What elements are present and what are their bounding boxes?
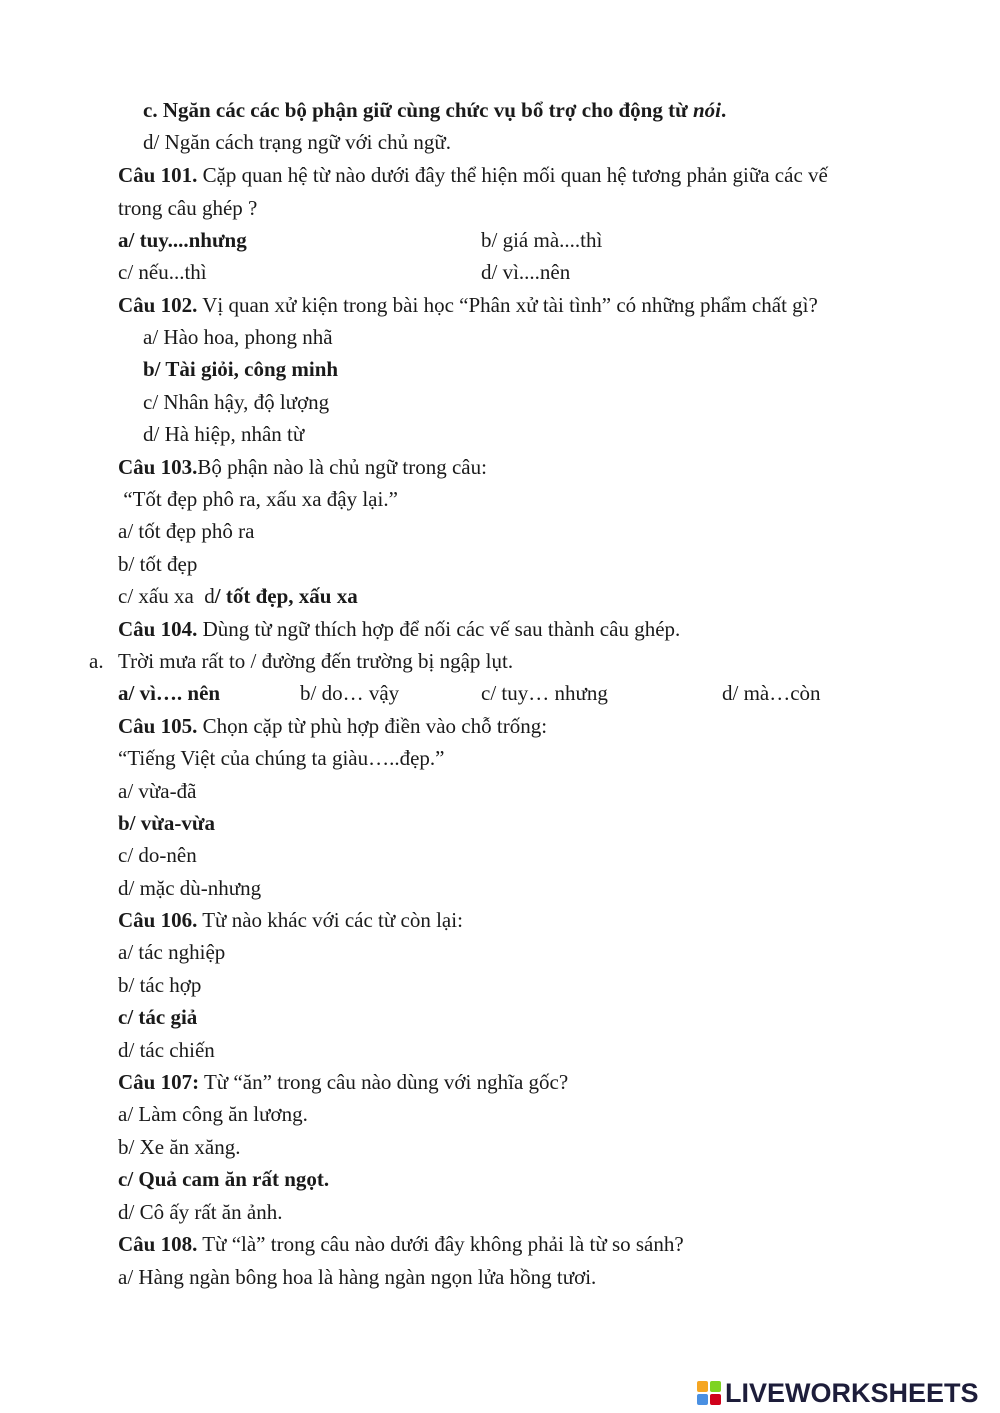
q107-option-a: a/ Làm công ăn lương. <box>118 1102 308 1126</box>
q107-option-c: c/ Quả cam ăn rất ngọt. <box>118 1167 330 1191</box>
logo-mark-icon <box>697 1381 721 1405</box>
q103-option-b: b/ tốt đẹp <box>118 552 198 576</box>
question-101: Câu 101. Cặp quan hệ từ nào dưới đây thể hiện mối quan hệ tương phản giữa các vế <box>118 163 828 187</box>
question-106: Câu 106. Từ nào khác với các từ còn lại: <box>118 908 463 932</box>
q104-option-a: a/ vì…. nên <box>118 681 221 705</box>
option-d-line: d/ Ngăn cách trạng ngữ với chủ ngữ. <box>143 130 451 154</box>
q101-option-d: d/ vì....nên <box>481 260 571 284</box>
question-101-cont: trong câu ghép ? <box>118 196 258 220</box>
q103-option-a: a/ tốt đẹp phô ra <box>118 519 255 543</box>
q105-quote: “Tiếng Việt của chúng ta giàu…..đẹp.” <box>118 746 445 770</box>
question-108: Câu 108. Từ “là” trong câu nào dưới đây không phải là từ so sánh? <box>118 1232 684 1256</box>
logo-text: LIVEWORKSHEETS <box>725 1377 979 1408</box>
q106-option-c: c/ tác giả <box>118 1005 198 1029</box>
q105-option-c: c/ do-nên <box>118 843 197 867</box>
q106-option-a: a/ tác nghiệp <box>118 940 226 964</box>
q101-option-c: c/ nếu...thì <box>118 260 207 284</box>
q104-item: Trời mưa rất to / đường đến trường bị ngập lụt. <box>118 649 514 673</box>
question-103: Câu 103.Bộ phận nào là chủ ngữ trong câu: <box>118 455 487 479</box>
logo-square-4 <box>710 1394 721 1405</box>
q101-option-a: a/ tuy....nhưng <box>118 228 247 252</box>
q105-option-d: d/ mặc dù-nhưng <box>118 876 262 900</box>
q105-option-b: b/ vừa-vừa <box>118 811 215 835</box>
q102-option-d: d/ Hà hiệp, nhân từ <box>143 422 305 446</box>
q107-option-d: d/ Cô ấy rất ăn ảnh. <box>118 1200 283 1224</box>
question-102: Câu 102. Vị quan xử kiện trong bài học “Phân xử tài tình” có những phẩm chất gì? <box>118 293 818 317</box>
q102-option-b: b/ Tài giỏi, công minh <box>143 357 339 381</box>
q102-option-a: a/ Hào hoa, phong nhã <box>143 325 333 349</box>
option-c-line: c. Ngăn các các bộ phận giữ cùng chức vụ bổ trợ cho động từ nói. <box>143 98 727 122</box>
q102-option-c: c/ Nhân hậy, độ lượng <box>143 390 330 414</box>
q101-option-b: b/ giá mà....thì <box>481 228 603 252</box>
q107-option-b: b/ Xe ăn xăng. <box>118 1135 241 1159</box>
liveworksheets-logo[interactable] <box>697 1378 979 1408</box>
logo-square-1 <box>697 1381 708 1392</box>
q104-option-c: c/ tuy… nhưng <box>481 681 608 705</box>
q104-option-b: b/ do… vậy <box>300 681 400 705</box>
q105-option-a: a/ vừa-đã <box>118 779 197 803</box>
q104-option-d: d/ mà…còn <box>722 681 821 705</box>
logo-square-3 <box>697 1394 708 1405</box>
question-105: Câu 105. Chọn cặp từ phù hợp điền vào chỗ trống: <box>118 714 548 738</box>
q103-option-c-d: c/ xấu xa d/ tốt đẹp, xấu xa <box>118 584 358 608</box>
q106-option-d: d/ tác chiến <box>118 1038 215 1062</box>
q103-quote: “Tốt đẹp phô ra, xấu xa đậy lại.” <box>118 487 398 511</box>
q106-option-b: b/ tác hợp <box>118 973 202 997</box>
question-104: Câu 104. Dùng từ ngữ thích hợp để nối các vế sau thành câu ghép. <box>118 617 681 641</box>
q104-item-marker: a. <box>89 649 104 673</box>
q108-option-a: a/ Hàng ngàn bông hoa là hàng ngàn ngọn lửa hồng tươi. <box>118 1265 597 1289</box>
question-107: Câu 107: Từ “ăn” trong câu nào dùng với nghĩa gốc? <box>118 1070 569 1094</box>
logo-square-2 <box>710 1381 721 1392</box>
